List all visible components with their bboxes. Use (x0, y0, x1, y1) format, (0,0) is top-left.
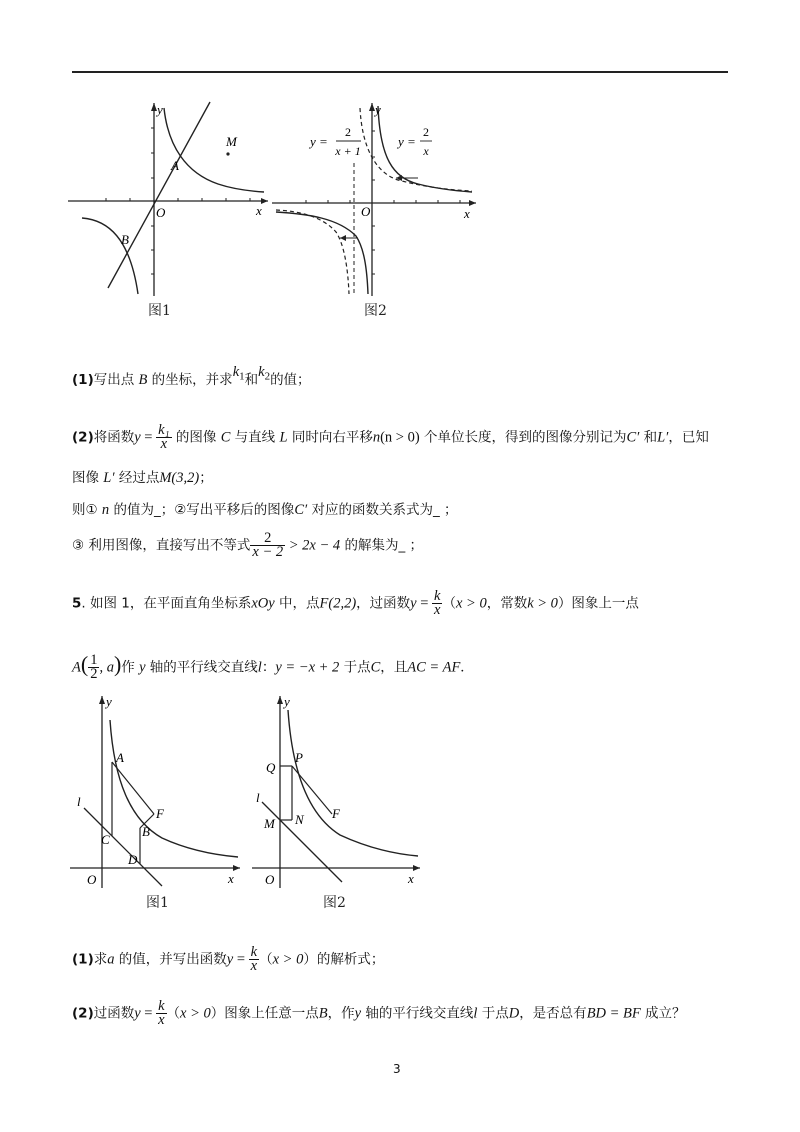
q5-fig1-caption: 图1 (146, 895, 169, 911)
q5-fig1-x-label: x (228, 871, 234, 886)
q5-fig1-point-B: B (142, 824, 150, 839)
q5-fig1-point-C: C (101, 832, 110, 847)
fig2-y-label: y (375, 102, 381, 117)
figure-2-hyperbola-shift (268, 98, 488, 298)
fig1-origin-label: O (156, 205, 166, 220)
q5-sub2: (2)过函数y = $\frac{k}{x}$ （x > 0）图象上任意一点B，作y 轴的平行线交直线l 于点D，是否总有BD = BF 成立？ (72, 998, 686, 1028)
q4-part1: (1)写出点 B 的坐标，并求$k_1$和$k_2$的值； (72, 364, 311, 388)
fig2-origin-label: O (361, 204, 371, 219)
q5-fig2-point-N: N (295, 812, 304, 827)
q5-fig1-point-D: D (128, 852, 138, 867)
fig2-eq-left-den: x + 1 (335, 144, 361, 158)
fig2-x-label: x (464, 206, 470, 221)
fig2-eq-right-num: 2 (423, 125, 429, 139)
fig1-point-A-label: A (171, 158, 179, 173)
q5-figure-1 (70, 690, 245, 890)
q5-fig1-point-F: F (156, 806, 164, 821)
fig1-caption: 图1 (148, 303, 171, 319)
fig1-x-label: x (256, 203, 262, 218)
q4-part2: (2)将函数y = $\frac{\text{k₁}}{x}$ 的图像 C 与直线 L 同时向右平移n(n > 0) 个单位长度，得到的图像分别记为C′ 和L′，已知 (72, 422, 709, 452)
q5-sub1: (1)求a 的值，并写出函数y = $\frac{k}{x}$ （x > 0）的解析式； (72, 944, 385, 974)
q5-fig2-point-Q: Q (266, 760, 276, 775)
q5-fig1-line-l: l (77, 794, 81, 809)
fig2-caption: 图2 (364, 303, 387, 319)
q5-fig2-point-M: M (264, 816, 275, 831)
fig1-point-B-label: B (121, 232, 129, 247)
header-rule (72, 71, 728, 73)
q5-fig2-origin-label: O (265, 872, 275, 887)
q4-subparts-1-2: 则① n 的值为_；②写出平移后的图像C′ 对应的函数关系式为_ ； (72, 502, 458, 518)
q4-subpart-3: ③ 利用图像，直接写出不等式 $\frac{2}{x - 2}$ > 2x − 4 的解集为_ ； (72, 530, 423, 560)
fig2-eq-left-num: 2 (345, 125, 351, 139)
q5-fig2-caption: 图2 (323, 895, 346, 911)
q5-fig2-line-l: l (256, 790, 260, 805)
q5-fig2-x-label: x (408, 871, 414, 886)
q4-part2-line2: 图像 L′ 经过点M(3,2)； (72, 470, 213, 486)
q5-line2: A( $\frac{1}{2}$ , a)作 y 轴的平行线交直线l：y = −x + 2 于点C，且AC = AF． (72, 651, 474, 682)
q5-heading: 5. 如图 1，在平面直角坐标系xOy 中，点F(2,2)，过函数y = $\frac{k}{x}$ （x > 0，常数k > 0）图象上一点 (72, 588, 639, 618)
q5-fig1-point-A: A (116, 750, 124, 765)
fig1-point-M-label: M (226, 134, 237, 149)
fig2-eq-right-lhs: y = (398, 134, 416, 149)
q5-fig1-origin-label: O (87, 872, 97, 887)
q5-fig2-point-F: F (332, 806, 340, 821)
q5-fig2-y-label: y (284, 694, 290, 709)
q5-figure-2 (250, 690, 425, 890)
figure-1-hyperbola-line (68, 98, 278, 298)
page-number: 3 (393, 1062, 401, 1076)
fig2-eq-left-lhs: y = (310, 134, 328, 149)
fig2-eq-right-den: x (423, 144, 429, 158)
fig1-y-label: y (157, 102, 163, 117)
q5-fig1-y-label: y (106, 694, 112, 709)
q5-fig2-point-P: P (295, 750, 303, 765)
